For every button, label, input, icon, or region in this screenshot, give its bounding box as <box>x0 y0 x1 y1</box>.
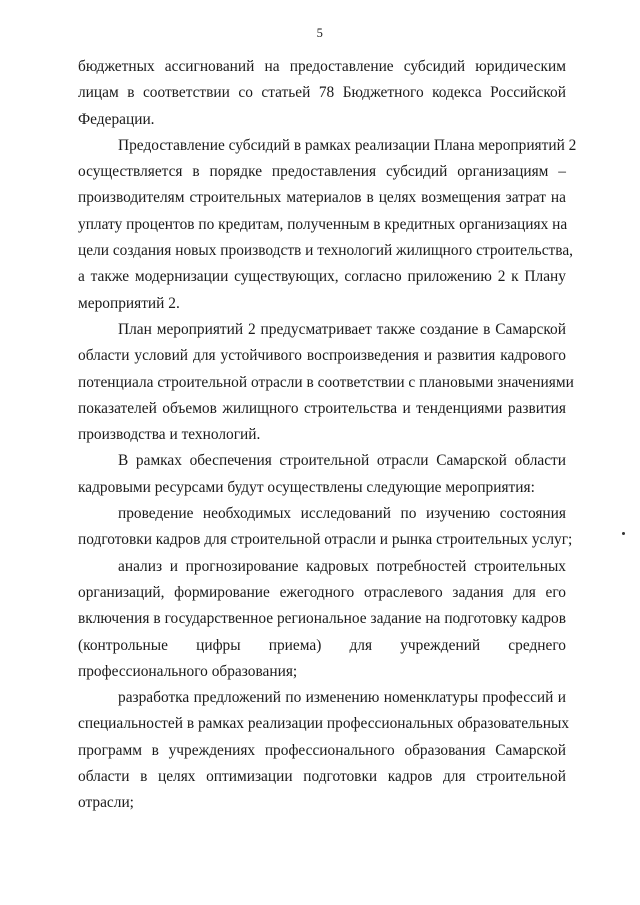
text-line: специальностей в рамках реализации профессиональных образовательных <box>78 715 570 733</box>
text-line: области в целях оптимизации подготовки кадров для строительной <box>78 768 566 786</box>
text-line: профессионального образования; <box>78 662 298 680</box>
paragraph <box>78 685 570 816</box>
scan-speck <box>622 532 625 535</box>
text-line: организаций, формирование ежегодного отраслевого задания для его <box>78 583 566 601</box>
text-line: лицам в соответствии со статьей 78 Бюджетного кодекса Российской <box>78 84 566 102</box>
text-line: программ в учреждениях профессионального образования Самарской <box>78 741 566 759</box>
text-line: цели создания новых производств и технологий жилищного строительства, <box>78 242 574 260</box>
text-line: Федерации. <box>78 110 155 128</box>
paragraph <box>78 54 566 133</box>
text-line: В рамках обеспечения строительной отрасли Самарской области <box>118 452 566 470</box>
text-line: бюджетных ассигнований на предоставление субсидий юридическим <box>78 58 566 75</box>
paragraph <box>78 554 566 685</box>
text-line: включения в государственное региональное задание на подготовку кадров <box>78 610 566 628</box>
page-number: 5 <box>316 26 324 40</box>
text-line: План мероприятий 2 предусматривает также создание в Самарской <box>118 320 566 338</box>
text-line: области условий для устойчивого воспроизведения и развития кадрового <box>78 347 566 365</box>
text-line: подготовки кадров для строительной отрасли и рынка строительных услуг; <box>78 531 573 549</box>
text-line: анализ и прогнозирование кадровых потребностей строительных <box>118 557 566 575</box>
text-line: проведение необходимых исследований по изучению состояния <box>118 505 566 523</box>
text-line: мероприятий 2. <box>78 294 180 312</box>
text-line: осуществляется в порядке предоставления субсидий организациям – <box>78 163 566 181</box>
paragraph <box>78 133 577 317</box>
text-line: потенциала строительной отрасли в соответствии с плановыми значениями <box>78 373 574 391</box>
text-line: кадровыми ресурсами будут осуществлены следующие мероприятия: <box>78 478 535 496</box>
paragraph <box>78 448 566 501</box>
text-line: отрасли; <box>78 794 134 812</box>
document-body <box>78 54 577 817</box>
text-line: а также модернизации существующих, согласно приложению 2 к Плану <box>78 268 566 286</box>
paragraph <box>78 501 573 554</box>
text-line: производства и технологий. <box>78 426 261 444</box>
text-line: показателей объемов жилищного строительства и тенденциями развития <box>78 399 566 417</box>
text-line: производителям строительных материалов в целях возмещения затрат на <box>78 189 566 207</box>
text-line: (контрольные цифры приема) для учреждений среднего <box>78 636 566 654</box>
paragraph <box>78 317 574 448</box>
text-line: Предоставление субсидий в рамках реализации Плана мероприятий 2 <box>118 136 577 154</box>
text-line: уплату процентов по кредитам, полученным в кредитных организациях на <box>78 215 568 233</box>
text-line: разработка предложений по изменению номенклатуры профессий и <box>118 689 566 707</box>
